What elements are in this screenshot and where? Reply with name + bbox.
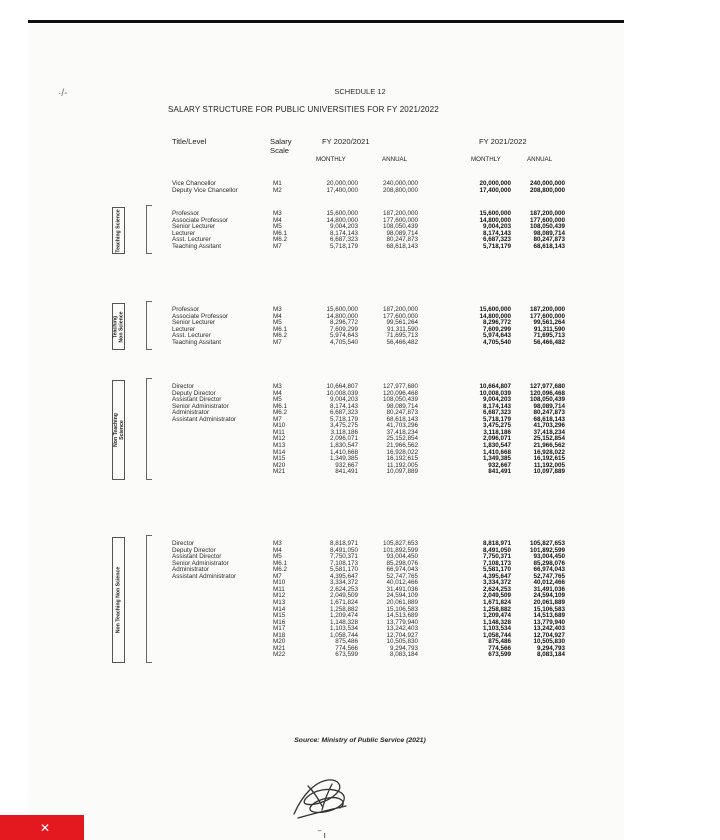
annual-2020-cell: 66,974,043 bbox=[386, 566, 418, 574]
monthly-2020-cell: 8,174,143 bbox=[329, 402, 358, 410]
source-note: Source: Ministry of Public Service (2021) bbox=[294, 737, 426, 744]
monthly-2020-cell: 20,000,000 bbox=[326, 180, 358, 187]
salary-scale-cell: M10 bbox=[273, 422, 286, 430]
salary-scale-cell: M15 bbox=[273, 455, 286, 463]
salary-scale-cell: M3 bbox=[273, 210, 282, 217]
annual-2021-cell: 91,311,590 bbox=[533, 325, 565, 333]
annual-2021-cell: 66,974,043 bbox=[533, 566, 565, 574]
monthly-2020-cell: 8,491,050 bbox=[329, 546, 358, 554]
monthly-2021-cell: 7,750,371 bbox=[482, 553, 511, 561]
monthly-2021-cell: 2,049,509 bbox=[482, 592, 511, 600]
salary-scale-cell: M7 bbox=[273, 572, 282, 580]
monthly-2020-cell: 8,818,971 bbox=[329, 540, 358, 547]
monthly-2021-cell: 14,800,000 bbox=[479, 312, 511, 320]
monthly-2020-cell: 774,566 bbox=[335, 644, 358, 652]
salary-scale-cell: M6.1 bbox=[273, 559, 287, 567]
salary-scale-cell: M6.2 bbox=[273, 409, 287, 417]
row-title: Asst. Lecturer bbox=[172, 332, 211, 340]
monthly-2021-cell: 3,475,275 bbox=[482, 422, 511, 430]
annual-2021-cell: 14,513,689 bbox=[533, 612, 565, 620]
category-label: Non Teaching Non Science bbox=[115, 566, 122, 634]
monthly-2020-cell: 875,486 bbox=[335, 638, 358, 646]
annual-2021-cell: 127,977,680 bbox=[529, 383, 565, 390]
annual-2020-cell: 91,311,590 bbox=[386, 325, 418, 333]
annual-2020-cell: 71,695,713 bbox=[386, 332, 418, 340]
annual-2021-cell: 37,418,234 bbox=[533, 428, 565, 436]
annual-2021-cell: 108,050,439 bbox=[529, 223, 565, 231]
category-label: Non Teaching Science bbox=[112, 412, 125, 447]
monthly-2020-cell: 17,400,000 bbox=[326, 186, 358, 194]
annual-2021-cell: 240,000,000 bbox=[529, 180, 565, 187]
salary-scale-cell: M13 bbox=[273, 598, 286, 606]
document-title: SALARY STRUCTURE FOR PUBLIC UNIVERSITIES FOR FY 2021/2022 bbox=[168, 105, 439, 114]
annual-2020-cell: 127,977,680 bbox=[382, 383, 418, 390]
monthly-2021-cell: 8,174,143 bbox=[482, 229, 511, 237]
annual-2020-cell: 99,561,264 bbox=[386, 319, 418, 327]
monthly-2020-cell: 1,209,474 bbox=[329, 612, 358, 620]
annual-2020-cell: 24,594,109 bbox=[386, 592, 418, 600]
monthly-2020-cell: 5,581,170 bbox=[329, 566, 358, 574]
monthly-2021-cell: 5,974,643 bbox=[482, 332, 511, 340]
row-title: Professor bbox=[172, 306, 199, 313]
top-rule bbox=[28, 20, 624, 23]
salary-scale-cell: M3 bbox=[273, 383, 282, 390]
monthly-2021-cell: 1,830,547 bbox=[482, 441, 511, 449]
monthly-2021-cell: 6,687,323 bbox=[482, 409, 511, 417]
annual-2021-cell: 80,247,873 bbox=[533, 236, 565, 244]
monthly-2021-cell: 1,258,882 bbox=[482, 605, 511, 613]
salary-scale-cell: M14 bbox=[273, 448, 286, 456]
annual-2020-cell: 177,600,000 bbox=[382, 312, 418, 320]
monthly-2020-cell: 1,349,385 bbox=[329, 455, 358, 463]
annual-2021-cell: 9,294,793 bbox=[536, 644, 565, 652]
annual-2020-cell: 187,200,000 bbox=[382, 306, 418, 313]
annual-2021-cell: 24,594,109 bbox=[533, 592, 565, 600]
monthly-2020-cell: 1,410,668 bbox=[329, 448, 358, 456]
monthly-2020-cell: 1,830,547 bbox=[329, 441, 358, 449]
annual-2021-cell: 16,192,615 bbox=[533, 455, 565, 463]
row-title: Senior Lecturer bbox=[172, 223, 216, 231]
row-title: Professor bbox=[172, 210, 199, 217]
header-salary-scale: Salary Scale bbox=[270, 137, 292, 155]
monthly-2020-cell: 14,800,000 bbox=[326, 216, 358, 224]
monthly-2020-cell: 8,174,143 bbox=[329, 229, 358, 237]
row-title: Director bbox=[172, 540, 195, 547]
monthly-2021-cell: 9,004,203 bbox=[482, 396, 511, 404]
annual-2020-cell: 12,704,927 bbox=[386, 631, 418, 639]
monthly-2020-cell: 2,624,253 bbox=[329, 585, 358, 593]
salary-scale-cell: M7 bbox=[273, 415, 282, 423]
salary-scale-cell: M18 bbox=[273, 631, 286, 639]
group-bracket bbox=[146, 205, 152, 254]
monthly-2020-cell: 9,004,203 bbox=[329, 223, 358, 231]
annual-2020-cell: 98,089,714 bbox=[386, 229, 418, 237]
salary-scale-cell: M4 bbox=[273, 216, 282, 224]
annual-2020-cell: 10,097,889 bbox=[386, 468, 418, 476]
monthly-2020-cell: 1,058,744 bbox=[329, 631, 358, 639]
monthly-2020-cell: 15,600,000 bbox=[326, 306, 358, 313]
row-title: Assistant Administrator bbox=[172, 572, 237, 580]
monthly-2020-cell: 1,671,824 bbox=[329, 598, 358, 606]
monthly-2021-cell: 15,600,000 bbox=[479, 306, 511, 313]
header-title-level: Title/Level bbox=[172, 137, 207, 146]
monthly-2020-cell: 9,004,203 bbox=[329, 396, 358, 404]
monthly-2021-cell: 10,664,807 bbox=[479, 383, 511, 390]
annual-2021-cell: 16,928,022 bbox=[533, 448, 565, 456]
annual-2021-cell: 120,096,468 bbox=[529, 389, 565, 397]
annual-2020-cell: 240,000,000 bbox=[382, 180, 418, 187]
monthly-2020-cell: 1,103,534 bbox=[329, 625, 358, 633]
salary-scale-cell: M6.2 bbox=[273, 236, 287, 244]
annual-2021-cell: 13,779,940 bbox=[533, 618, 565, 626]
salary-scale-cell: M15 bbox=[273, 612, 286, 620]
annual-2021-cell: 187,200,000 bbox=[529, 306, 565, 313]
annual-2020-cell: 13,779,940 bbox=[386, 618, 418, 626]
annual-2021-cell: 11,192,005 bbox=[533, 461, 565, 469]
salary-scale-cell: M20 bbox=[273, 461, 286, 469]
monthly-2020-cell: 5,718,179 bbox=[329, 415, 358, 423]
row-title: Lecturer bbox=[172, 325, 196, 333]
annual-2020-cell: 20,061,889 bbox=[386, 598, 418, 606]
monthly-2020-cell: 3,118,186 bbox=[330, 428, 358, 436]
schedule-label: SCHEDULE 12 bbox=[334, 87, 386, 96]
monthly-2021-cell: 17,400,000 bbox=[479, 186, 511, 194]
monthly-2021-cell: 1,410,668 bbox=[482, 448, 511, 456]
annual-2020-cell: 93,004,450 bbox=[386, 553, 418, 561]
annual-2021-cell: 25,152,854 bbox=[533, 435, 565, 443]
row-title: Senior Lecturer bbox=[172, 319, 216, 327]
monthly-2021-cell: 7,108,173 bbox=[482, 559, 511, 567]
annual-2021-cell: 187,200,000 bbox=[529, 210, 565, 217]
annual-2020-cell: 80,247,873 bbox=[386, 409, 418, 417]
monthly-2020-cell: 3,475,275 bbox=[329, 422, 358, 430]
header-monthly-curr: MONTHLY bbox=[471, 156, 501, 163]
group-bracket bbox=[146, 535, 152, 663]
monthly-2020-cell: 10,664,807 bbox=[326, 383, 358, 390]
monthly-2020-cell: 4,395,647 bbox=[329, 572, 358, 580]
annual-2021-cell: 93,004,450 bbox=[533, 553, 565, 561]
annual-2020-cell: 52,747,765 bbox=[386, 572, 418, 580]
annual-2020-cell: 13,242,403 bbox=[386, 625, 418, 633]
annual-2021-cell: 105,827,653 bbox=[529, 540, 565, 547]
monthly-2021-cell: 1,148,328 bbox=[482, 618, 511, 626]
annual-2021-cell: 98,089,714 bbox=[533, 229, 565, 237]
monthly-2021-cell: 4,395,647 bbox=[482, 572, 511, 580]
monthly-2020-cell: 1,258,882 bbox=[329, 605, 358, 613]
header-annual-curr: ANNUAL bbox=[527, 156, 553, 163]
annual-2020-cell: 10,505,830 bbox=[386, 638, 418, 646]
annual-2020-cell: 40,012,466 bbox=[386, 579, 418, 587]
salary-scale-cell: M14 bbox=[273, 605, 286, 613]
monthly-2020-cell: 932,667 bbox=[335, 461, 358, 469]
category-label: Teaching Non Science bbox=[112, 311, 125, 343]
monthly-2021-cell: 1,671,824 bbox=[482, 598, 511, 606]
annual-2020-cell: 16,928,022 bbox=[386, 448, 418, 456]
row-title: Teaching Assitant bbox=[172, 338, 222, 346]
monthly-2021-cell: 8,174,143 bbox=[482, 402, 511, 410]
row-title: Associate Professor bbox=[172, 216, 228, 224]
annual-2021-cell: 68,618,143 bbox=[533, 415, 565, 423]
row-title: Administrator bbox=[172, 409, 210, 417]
monthly-2020-cell: 3,334,372 bbox=[329, 579, 358, 587]
salary-scale-cell: M12 bbox=[273, 592, 286, 600]
monthly-2021-cell: 8,818,971 bbox=[482, 540, 511, 547]
row-title: Deputy Director bbox=[172, 389, 216, 397]
row-title: Senior Administrator bbox=[172, 559, 229, 567]
category-label-box bbox=[112, 207, 125, 254]
annual-2021-cell: 68,618,143 bbox=[533, 242, 565, 250]
salary-scale-cell: M2 bbox=[273, 186, 282, 194]
annual-2020-cell: 15,106,583 bbox=[386, 605, 418, 613]
signature-icon bbox=[288, 776, 354, 822]
monthly-2021-cell: 2,096,071 bbox=[482, 435, 511, 443]
salary-scale-cell: M7 bbox=[273, 338, 282, 346]
category-label-box bbox=[112, 303, 125, 350]
row-title: Assistant Director bbox=[172, 396, 222, 404]
annual-2021-cell: 208,800,000 bbox=[529, 186, 565, 194]
header-annual-prev: ANNUAL bbox=[382, 156, 408, 163]
monthly-2021-cell: 15,600,000 bbox=[479, 210, 511, 217]
bottom-mark: ‾ ı bbox=[318, 830, 326, 840]
monthly-2020-cell: 15,600,000 bbox=[326, 210, 358, 217]
salary-scale-cell: M21 bbox=[273, 468, 286, 476]
monthly-2021-cell: 6,687,323 bbox=[482, 236, 511, 244]
salary-scale-cell: M17 bbox=[273, 625, 286, 633]
annual-2020-cell: 9,294,793 bbox=[389, 644, 418, 652]
monthly-2020-cell: 7,609,299 bbox=[329, 325, 358, 333]
monthly-2020-cell: 673,599 bbox=[335, 651, 358, 659]
row-title: Deputy Director bbox=[172, 546, 216, 554]
monthly-2021-cell: 841,491 bbox=[488, 468, 511, 476]
row-title: Administrator bbox=[172, 566, 210, 574]
monthly-2021-cell: 5,718,179 bbox=[482, 242, 511, 250]
salary-scale-cell: M12 bbox=[273, 435, 286, 443]
salary-scale-cell: M5 bbox=[273, 553, 282, 561]
monthly-2021-cell: 875,486 bbox=[488, 638, 511, 646]
annual-2020-cell: 68,618,143 bbox=[386, 415, 418, 423]
salary-scale-cell: M6.1 bbox=[273, 229, 287, 237]
monthly-2021-cell: 5,581,170 bbox=[482, 566, 511, 574]
monthly-2021-cell: 5,718,179 bbox=[482, 415, 511, 423]
salary-scale-cell: M3 bbox=[273, 540, 282, 547]
row-title: Director bbox=[172, 383, 195, 390]
annual-2020-cell: 25,152,854 bbox=[386, 435, 418, 443]
annual-2021-cell: 56,466,482 bbox=[533, 338, 565, 346]
row-title: Senior Administrator bbox=[172, 402, 229, 410]
row-title: Teaching Assitant bbox=[172, 242, 222, 250]
monthly-2021-cell: 14,800,000 bbox=[479, 216, 511, 224]
monthly-2020-cell: 2,096,071 bbox=[329, 435, 358, 443]
annual-2020-cell: 80,247,873 bbox=[386, 236, 418, 244]
annual-2021-cell: 15,106,583 bbox=[533, 605, 565, 613]
monthly-2021-cell: 1,349,385 bbox=[482, 455, 511, 463]
monthly-2020-cell: 7,750,371 bbox=[329, 553, 358, 561]
annual-2021-cell: 85,298,076 bbox=[533, 559, 565, 567]
annual-2021-cell: 20,061,889 bbox=[533, 598, 565, 606]
annual-2020-cell: 101,892,599 bbox=[382, 546, 418, 554]
monthly-2021-cell: 10,008,039 bbox=[479, 389, 511, 397]
monthly-2021-cell: 673,599 bbox=[488, 651, 511, 659]
annual-2021-cell: 177,600,000 bbox=[529, 312, 565, 320]
monthly-2020-cell: 10,008,039 bbox=[326, 389, 358, 397]
annual-2021-cell: 177,600,000 bbox=[529, 216, 565, 224]
annual-2020-cell: 187,200,000 bbox=[382, 210, 418, 217]
monthly-2020-cell: 6,687,323 bbox=[329, 409, 358, 417]
monthly-2020-cell: 5,718,179 bbox=[329, 242, 358, 250]
salary-scale-cell: M6.1 bbox=[273, 402, 287, 410]
header-fy-curr: FY 2021/2022 bbox=[479, 137, 527, 146]
annual-2020-cell: 108,050,439 bbox=[382, 223, 418, 231]
monthly-2021-cell: 1,209,474 bbox=[482, 612, 511, 620]
annual-2020-cell: 16,192,615 bbox=[386, 455, 418, 463]
row-title: Assistant Director bbox=[172, 553, 222, 561]
salary-scale-cell: M3 bbox=[273, 306, 282, 313]
monthly-2020-cell: 6,687,323 bbox=[329, 236, 358, 244]
annual-2020-cell: 177,600,000 bbox=[382, 216, 418, 224]
annual-2021-cell: 80,247,873 bbox=[533, 409, 565, 417]
row-title: Asst. Lecturer bbox=[172, 236, 211, 244]
annual-2020-cell: 68,618,143 bbox=[386, 242, 418, 250]
annual-2021-cell: 41,703,296 bbox=[533, 422, 565, 430]
category-label: Teaching Science bbox=[115, 208, 122, 253]
annual-2020-cell: 8,083,184 bbox=[389, 651, 418, 659]
category-label-box bbox=[112, 537, 125, 663]
salary-scale-cell: M4 bbox=[273, 312, 282, 320]
annual-2021-cell: 99,561,264 bbox=[533, 319, 565, 327]
monthly-2020-cell: 841,491 bbox=[335, 468, 358, 476]
monthly-2021-cell: 8,296,772 bbox=[482, 319, 511, 327]
salary-scale-cell: M11 bbox=[273, 428, 285, 436]
monthly-2020-cell: 4,705,540 bbox=[329, 338, 358, 346]
annual-2020-cell: 31,491,036 bbox=[386, 585, 418, 593]
monthly-2020-cell: 1,148,328 bbox=[329, 618, 358, 626]
annual-2021-cell: 10,505,830 bbox=[533, 638, 565, 646]
monthly-2021-cell: 7,609,299 bbox=[482, 325, 511, 333]
monthly-2021-cell: 1,058,744 bbox=[482, 631, 511, 639]
monthly-2021-cell: 932,667 bbox=[488, 461, 511, 469]
annual-2020-cell: 108,050,439 bbox=[382, 396, 418, 404]
salary-scale-cell: M10 bbox=[273, 579, 286, 587]
monthly-2021-cell: 9,004,203 bbox=[482, 223, 511, 231]
annual-2021-cell: 31,491,036 bbox=[533, 585, 565, 593]
annual-2021-cell: 21,966,562 bbox=[533, 441, 565, 449]
stray-mark: ·/- bbox=[58, 88, 68, 99]
annual-2020-cell: 208,800,000 bbox=[382, 186, 418, 194]
annual-2021-cell: 101,892,599 bbox=[529, 546, 565, 554]
salary-scale-cell: M6.1 bbox=[273, 325, 287, 333]
salary-scale-cell: M6.2 bbox=[273, 566, 287, 574]
salary-scale-cell: M1 bbox=[273, 180, 282, 187]
annual-2021-cell: 108,050,439 bbox=[529, 396, 565, 404]
group-bracket bbox=[146, 378, 152, 480]
salary-scale-cell: M13 bbox=[273, 441, 286, 449]
monthly-2021-cell: 20,000,000 bbox=[479, 180, 511, 187]
annual-2021-cell: 71,695,713 bbox=[533, 332, 565, 340]
salary-scale-cell: M5 bbox=[273, 223, 282, 231]
annual-2021-cell: 12,704,927 bbox=[533, 631, 565, 639]
annual-2021-cell: 52,747,765 bbox=[533, 572, 565, 580]
row-title: Lecturer bbox=[172, 229, 196, 237]
salary-scale-cell: M5 bbox=[273, 396, 282, 404]
monthly-2021-cell: 3,334,372 bbox=[482, 579, 511, 587]
header-fy-prev: FY 2020/2021 bbox=[322, 137, 370, 146]
annual-2020-cell: 11,192,005 bbox=[386, 461, 418, 469]
salary-scale-cell: M4 bbox=[273, 389, 282, 397]
annual-2020-cell: 14,513,689 bbox=[386, 612, 418, 620]
monthly-2021-cell: 1,103,534 bbox=[482, 625, 511, 633]
salary-scale-cell: M5 bbox=[273, 319, 282, 327]
annual-2021-cell: 10,097,889 bbox=[533, 468, 565, 476]
salary-scale-cell: M4 bbox=[273, 546, 282, 554]
annual-2021-cell: 40,012,466 bbox=[533, 579, 565, 587]
red-corner-tab[interactable] bbox=[0, 815, 84, 840]
salary-scale-cell: M11 bbox=[273, 585, 285, 593]
annual-2020-cell: 37,418,234 bbox=[386, 428, 418, 436]
monthly-2021-cell: 2,624,253 bbox=[482, 585, 511, 593]
monthly-2021-cell: 774,566 bbox=[488, 644, 511, 652]
salary-scale-cell: M21 bbox=[273, 644, 286, 652]
salary-scale-cell: M22 bbox=[273, 651, 286, 659]
annual-2021-cell: 98,089,714 bbox=[533, 402, 565, 410]
monthly-2020-cell: 8,296,772 bbox=[329, 319, 358, 327]
monthly-2020-cell: 5,974,643 bbox=[329, 332, 358, 340]
monthly-2020-cell: 14,800,000 bbox=[326, 312, 358, 320]
monthly-2020-cell: 7,108,173 bbox=[329, 559, 358, 567]
salary-scale-cell: M7 bbox=[273, 242, 282, 250]
salary-scale-cell: M6.2 bbox=[273, 332, 287, 340]
corner-tick-icon: ✕ bbox=[40, 821, 51, 835]
annual-2020-cell: 41,703,296 bbox=[386, 422, 418, 430]
category-label-box bbox=[112, 380, 125, 480]
annual-2020-cell: 120,096,468 bbox=[382, 389, 418, 397]
monthly-2021-cell: 4,705,540 bbox=[482, 338, 511, 346]
row-title: Deputy Vice Chancellor bbox=[172, 186, 238, 194]
monthly-2020-cell: 2,049,509 bbox=[329, 592, 358, 600]
annual-2020-cell: 98,089,714 bbox=[386, 402, 418, 410]
row-title: Associate Professor bbox=[172, 312, 228, 320]
annual-2020-cell: 105,827,653 bbox=[382, 540, 418, 547]
row-title: Vice Chancellor bbox=[172, 180, 216, 187]
annual-2021-cell: 8,083,184 bbox=[536, 651, 565, 659]
annual-2021-cell: 13,242,403 bbox=[533, 625, 565, 633]
annual-2020-cell: 85,298,076 bbox=[386, 559, 418, 567]
annual-2020-cell: 56,466,482 bbox=[386, 338, 418, 346]
monthly-2021-cell: 8,491,050 bbox=[482, 546, 511, 554]
row-title: Assistant Administrator bbox=[172, 415, 237, 423]
salary-scale-cell: M20 bbox=[273, 638, 286, 646]
header-monthly-prev: MONTHLY bbox=[316, 156, 346, 163]
salary-scale-cell: M16 bbox=[273, 618, 286, 626]
group-bracket bbox=[146, 301, 152, 350]
monthly-2021-cell: 3,118,186 bbox=[483, 428, 511, 436]
annual-2020-cell: 21,966,562 bbox=[386, 441, 418, 449]
